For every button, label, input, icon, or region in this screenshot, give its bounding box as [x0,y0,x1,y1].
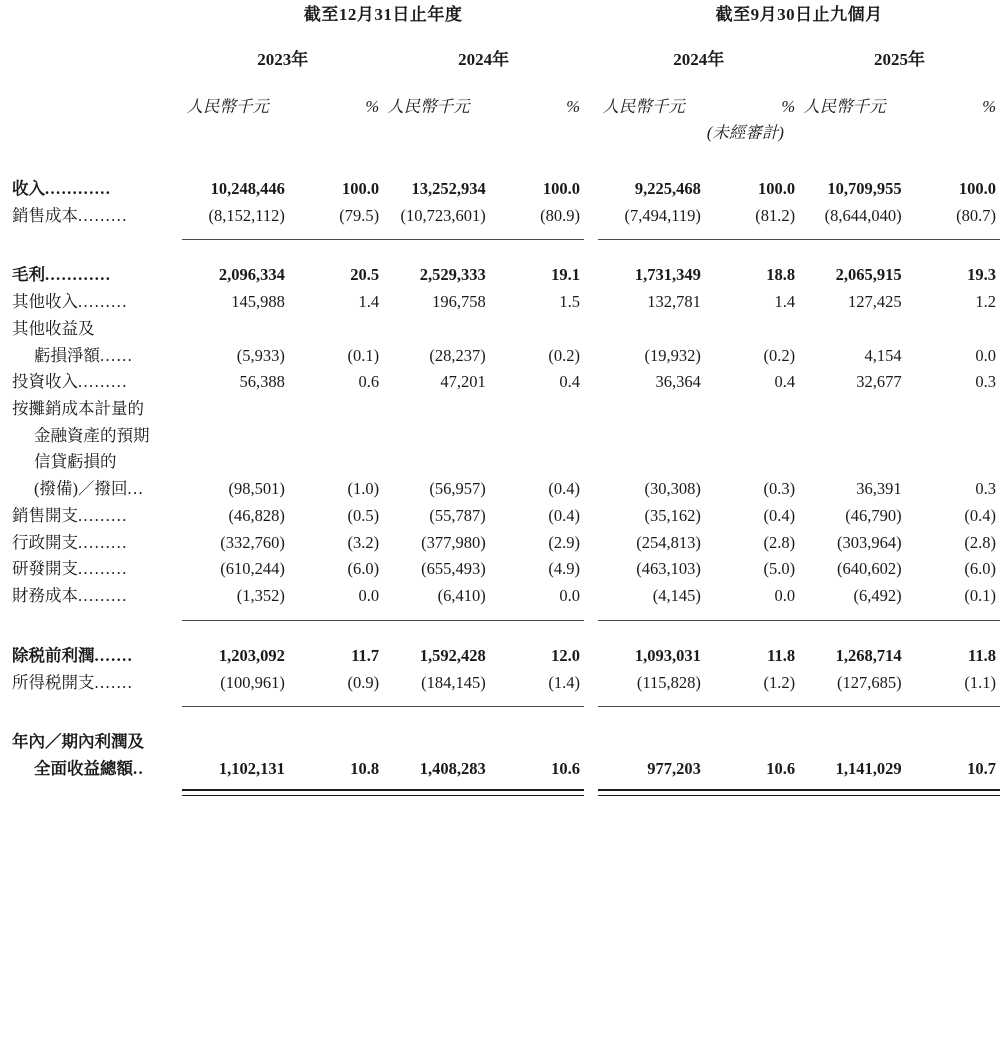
cell-finance-cost-fy2024-amt: (6,410) [437,586,486,606]
cell-income-tax-9m2025-amt: (127,685) [837,672,902,692]
cell-rnd-fy2023-amt: (610,244) [220,559,285,579]
cell-total-fy2023-pct: 10.8 [350,758,380,778]
unit-amount-2024-annual: 人民幣千元 [387,97,470,116]
header-year-row [0,38,1000,75]
table-row-gross-profit [0,262,1000,289]
cell-finance-cost-fy2023-amt: (1,352) [236,586,285,606]
unit-amount-2025-interim: 人民幣千元 [803,97,886,116]
cell-cost-of-sales-fy2023-amt: (8,152,112) [208,205,285,225]
cell-rnd-9m2025-amt: (640,602) [837,559,902,579]
table-row-income-tax-expense [0,670,1000,697]
row-label-investment-income: 投資收入......... [12,372,128,392]
row-label-other-gains-line1: 其他收益及 [12,318,95,338]
table-row-revenue [0,176,1000,203]
cell-investment-fy2023-amt: 56,388 [239,372,285,392]
cell-rnd-fy2024-amt: (655,493) [421,559,486,579]
cell-revenue-fy2023-pct: 100.0 [342,179,380,198]
cell-total-fy2023-amt: 1,102,131 [218,758,285,778]
header-group-rule-row [0,30,1000,38]
cell-ecl-fy2023-amt: (98,501) [228,479,285,499]
cell-other-income-9m2025-amt: 127,425 [848,292,902,312]
table-row-other-gains-net-losses [0,343,1000,370]
cell-pbt-9m2025-amt: 1,268,714 [835,645,902,665]
spacer-before-gross-profit [0,240,1000,262]
subtotal-rule-pbt [0,610,1000,621]
spacer-after-header-2 [0,165,1000,176]
cell-other-income-9m2025-pct: 1.2 [975,292,996,312]
cell-cost-of-sales-9m2024-pct: (81.2) [755,205,796,225]
row-label-rnd-expenses: 研發開支......... [12,559,128,579]
cell-gross-profit-9m2024-amt: 1,731,349 [634,265,701,285]
unit-percent-2025-interim: % [982,97,996,116]
cell-cost-of-sales-9m2025-amt: (8,644,040) [824,205,902,225]
grand-total-double-rule [0,783,1000,796]
row-label-ecl-line2: 金融資產的預期 [34,425,150,445]
cell-cost-of-sales-9m2024-amt: (7,494,119) [624,205,701,225]
cell-income-tax-9m2024-pct: (1.2) [763,672,796,692]
cell-admin-9m2024-amt: (254,813) [636,532,701,552]
cell-admin-fy2024-pct: (2.9) [548,532,580,552]
row-label-selling-expenses: 銷售開支......... [12,505,128,525]
cell-income-tax-fy2024-pct: (1.4) [548,672,580,692]
row-label-ecl-line1: 按攤銷成本計量的 [12,399,144,419]
year-header-2023: 2023年 [257,50,309,69]
row-label-finance-cost: 財務成本......... [12,586,128,606]
cell-other-income-9m2024-pct: 1.4 [774,292,796,312]
table-row-ecl-line1 [0,396,1000,423]
cell-gross-profit-fy2023-pct: 20.5 [350,265,380,285]
cell-cost-of-sales-fy2024-pct: (80.9) [540,205,580,225]
cell-other-income-fy2023-pct: 1.4 [358,292,380,312]
cell-admin-9m2025-amt: (303,964) [837,532,902,552]
cell-rnd-fy2024-pct: (4.9) [548,559,580,579]
cell-other-gains-fy2024-amt: (28,237) [429,345,486,365]
cell-ecl-fy2024-amt: (56,957) [429,479,486,499]
cell-ecl-fy2023-pct: (1.0) [347,479,380,499]
cell-other-gains-fy2024-pct: (0.2) [548,345,580,365]
cell-admin-fy2023-amt: (332,760) [220,532,285,552]
cell-selling-9m2025-amt: (46,790) [845,505,902,525]
cell-cost-of-sales-fy2024-amt: (10,723,601) [400,205,486,225]
cell-income-tax-fy2024-amt: (184,145) [421,672,486,692]
cell-pbt-9m2024-pct: 11.8 [767,645,796,665]
cell-selling-9m2025-pct: (0.4) [964,505,996,525]
cell-other-gains-fy2023-pct: (0.1) [347,345,380,365]
cell-income-tax-9m2024-amt: (115,828) [636,672,701,692]
cell-revenue-9m2025-pct: 100.0 [958,179,996,198]
cell-other-income-fy2024-pct: 1.5 [559,292,580,312]
row-label-profit-before-tax: 除税前利潤....... [12,645,134,665]
year-rule-2024-interim [598,75,799,84]
cell-investment-9m2025-pct: 0.3 [975,372,996,392]
header-unit-row [0,84,1000,117]
cell-investment-9m2024-amt: 36,364 [655,372,701,392]
row-label-admin-expenses: 行政開支......... [12,532,128,552]
cell-gross-profit-fy2023-amt: 2,096,334 [218,265,285,285]
cell-ecl-fy2024-pct: (0.4) [548,479,580,499]
cell-cost-of-sales-9m2025-pct: (80.7) [956,205,996,225]
cell-total-9m2024-pct: 10.6 [766,758,796,778]
cell-revenue-fy2024-pct: 100.0 [542,179,580,198]
cell-selling-9m2024-pct: (0.4) [763,505,796,525]
cell-income-tax-fy2023-pct: (0.9) [347,672,380,692]
group-rule-nine-months [598,30,1000,38]
cell-admin-fy2024-amt: (377,980) [421,532,486,552]
table-row-investment-income [0,369,1000,396]
cell-pbt-9m2024-amt: 1,093,031 [634,645,701,665]
cell-finance-cost-9m2024-pct: 0.0 [774,586,796,606]
cell-other-income-9m2024-amt: 132,781 [647,292,701,312]
cell-total-fy2024-pct: 10.6 [551,758,580,778]
cell-selling-fy2024-pct: (0.4) [548,505,580,525]
cell-other-gains-fy2023-amt: (5,933) [236,345,285,365]
cell-investment-fy2024-amt: 47,201 [440,372,486,392]
row-label-other-income: 其他收入......... [12,292,128,312]
cell-gross-profit-fy2024-pct: 19.1 [551,265,580,285]
year-rule-2024-annual [383,75,584,84]
cell-other-gains-9m2024-pct: (0.2) [763,345,796,365]
unit-percent-2023: % [365,97,380,116]
cell-revenue-fy2023-amt: 10,248,446 [210,179,285,198]
cell-finance-cost-9m2025-pct: (0.1) [964,586,996,606]
cell-other-income-fy2024-amt: 196,758 [432,292,486,312]
cell-selling-fy2024-amt: (55,787) [429,505,486,525]
cell-other-gains-9m2025-amt: 4,154 [864,345,902,365]
row-label-gross-profit: 毛利............ [12,265,112,285]
cell-admin-fy2023-pct: (3.2) [347,532,380,552]
row-label-total-line1: 年內／期內利潤及 [12,732,144,752]
spacer-after-header [0,143,1000,165]
cell-investment-9m2025-amt: 32,677 [856,372,902,392]
row-label-ecl-provision-reversal: (撥備)／撥回... [34,479,145,499]
header-unaudited-row [0,117,1000,143]
cell-admin-9m2025-pct: (2.8) [964,532,996,552]
cell-finance-cost-9m2024-amt: (4,145) [652,586,701,606]
row-label-revenue: 收入............ [12,179,112,198]
cell-rnd-9m2024-pct: (5.0) [763,559,796,579]
cell-other-gains-9m2025-pct: 0.0 [975,345,996,365]
cell-gross-profit-9m2025-pct: 19.3 [967,265,996,285]
cell-finance-cost-9m2025-amt: (6,492) [853,586,902,606]
cell-pbt-fy2024-amt: 1,592,428 [419,645,486,665]
cell-ecl-9m2025-amt: 36,391 [856,479,902,499]
unit-percent-2024-interim: % [781,97,796,116]
row-label-ecl-line3: 信貸虧損的 [34,452,117,472]
cell-income-tax-fy2023-amt: (100,961) [220,672,285,692]
row-label-total-comprehensive-income: 全面收益總額.. [34,758,145,778]
cell-investment-fy2023-pct: 0.6 [358,372,380,392]
cell-investment-9m2024-pct: 0.4 [774,372,796,392]
cell-admin-9m2024-pct: (2.8) [763,532,796,552]
group-rule-annual [182,30,584,38]
cell-revenue-9m2024-pct: 100.0 [757,179,796,198]
table-row-other-income [0,289,1000,316]
cell-gross-profit-9m2025-amt: 2,065,915 [835,265,902,285]
cell-other-income-fy2023-amt: 145,988 [231,292,285,312]
cell-ecl-9m2025-pct: 0.3 [975,479,996,499]
subtotal-rule-gross-profit [0,229,1000,240]
year-rule-2025-interim [799,75,1000,84]
cell-revenue-9m2025-amt: 10,709,955 [827,179,902,198]
cell-other-gains-9m2024-amt: (19,932) [644,345,701,365]
unit-percent-2024-annual: % [566,97,580,116]
table-row-ecl-line2 [0,423,1000,450]
cell-finance-cost-fy2024-pct: 0.0 [559,586,580,606]
table-row-rnd-expenses [0,556,1000,583]
cell-pbt-fy2024-pct: 12.0 [551,645,580,665]
cell-total-fy2024-amt: 1,408,283 [419,758,486,778]
cell-selling-9m2024-amt: (35,162) [644,505,701,525]
cell-pbt-9m2025-pct: 11.8 [968,645,996,665]
cell-investment-fy2024-pct: 0.4 [559,372,580,392]
year-header-2024-interim: 2024年 [673,50,725,69]
table-row-finance-cost [0,583,1000,610]
cell-pbt-fy2023-pct: 11.7 [351,645,380,665]
spacer-before-total [0,707,1000,729]
header-group-title-row [0,0,1000,30]
unit-amount-2023: 人民幣千元 [186,97,269,116]
cell-cost-of-sales-fy2023-pct: (79.5) [339,205,380,225]
cell-gross-profit-9m2024-pct: 18.8 [766,265,796,285]
header-year-rule-row [0,75,1000,84]
cell-total-9m2024-amt: 977,203 [647,758,701,778]
row-label-cost-of-sales: 銷售成本......... [12,205,128,225]
cell-revenue-fy2024-amt: 13,252,934 [411,179,486,198]
cell-total-9m2025-amt: 1,141,029 [835,758,902,778]
row-label-income-tax-expense: 所得税開支....... [12,672,134,692]
year-header-2025-interim: 2025年 [874,50,926,69]
table-row-ecl-provision-reversal [0,476,1000,503]
table-row-cost-of-sales [0,203,1000,230]
cell-rnd-9m2025-pct: (6.0) [964,559,996,579]
table-row-total-line1 [0,729,1000,756]
cell-rnd-fy2023-pct: (6.0) [347,559,380,579]
year-header-2024-annual: 2024年 [458,50,510,69]
cell-gross-profit-fy2024-amt: 2,529,333 [419,265,486,285]
table-row-other-gains-line1 [0,316,1000,343]
cell-finance-cost-fy2023-pct: 0.0 [358,586,380,606]
cell-total-9m2025-pct: 10.7 [967,758,996,778]
unaudited-note: (未經審計) [706,123,784,142]
spacer-before-pbt [0,621,1000,643]
cell-income-tax-9m2025-pct: (1.1) [964,672,996,692]
cell-rnd-9m2024-amt: (463,103) [636,559,701,579]
cell-selling-fy2023-amt: (46,828) [228,505,285,525]
table-row-total-comprehensive-income [0,756,1000,783]
table-row-selling-expenses [0,503,1000,530]
cell-pbt-fy2023-amt: 1,203,092 [218,645,285,665]
cell-ecl-9m2024-amt: (30,308) [644,479,701,499]
group-title-nine-months: 截至9月30日止九個月 [715,5,883,24]
cell-ecl-9m2024-pct: (0.3) [763,479,796,499]
subtotal-rule-total-profit [0,696,1000,707]
year-rule-2023 [182,75,383,84]
group-title-annual: 截至12月31日止年度 [303,5,463,24]
cell-revenue-9m2024-amt: 9,225,468 [634,179,701,198]
table-row-profit-before-tax [0,643,1000,670]
row-label-other-gains-net-losses: 虧損淨額...... [34,345,134,365]
cell-selling-fy2023-pct: (0.5) [347,505,380,525]
table-row-ecl-line3 [0,449,1000,476]
unit-amount-2024-interim: 人民幣千元 [602,97,685,116]
table-row-admin-expenses [0,530,1000,557]
